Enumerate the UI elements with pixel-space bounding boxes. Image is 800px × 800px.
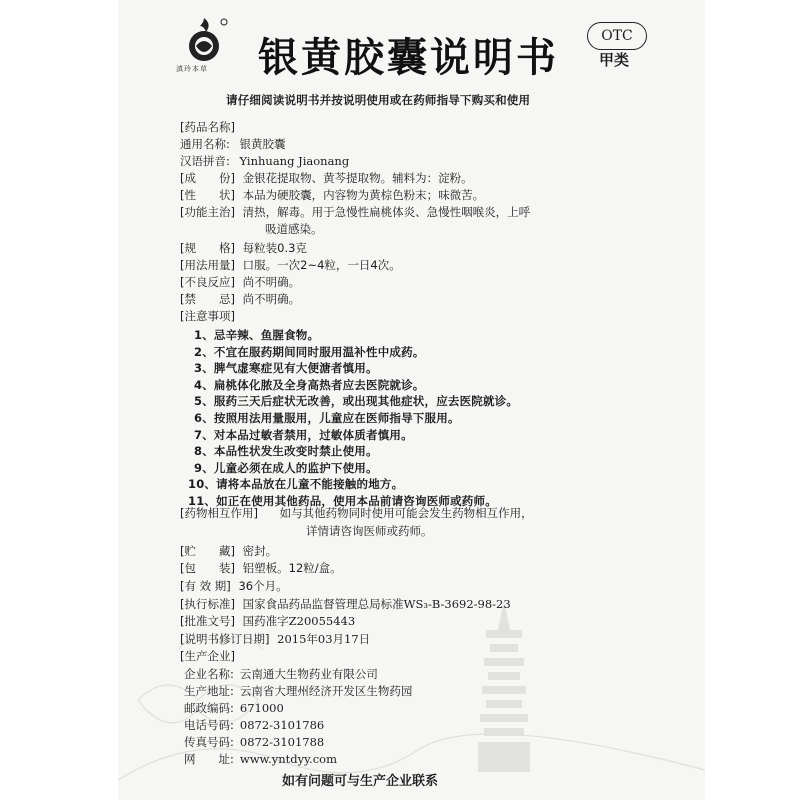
postcode-value: 671000 xyxy=(239,701,284,715)
appearance-label: [性 状] xyxy=(180,188,235,202)
phone-label: 电话号码: xyxy=(184,718,234,732)
website-row xyxy=(184,749,337,769)
address-label: 生产地址: xyxy=(184,684,234,698)
otc-badge: OTC xyxy=(587,22,647,50)
indications-value: 清热，解毒。用于急慢性扁桃体炎、急慢性咽喉炎，上呼 xyxy=(242,205,531,219)
website-label: 网 址: xyxy=(184,752,234,766)
list-item: 4、扁桃体化脓及全身高热者应去医院就诊。 xyxy=(194,377,425,392)
list-item: 5、服药三天后症状无改善，或出现其他症状，应去医院就诊。 xyxy=(194,394,519,409)
storage-label: [贮 藏] xyxy=(180,544,235,558)
list-item: 11、如正在使用其他药品，使用本品前请咨询医师或药师。 xyxy=(188,494,497,508)
list-item: 6、按照用法用量服用，儿童应在医师指导下服用。 xyxy=(194,411,460,425)
appearance-value: 本品为硬胶囊，内容物为黄棕色粉末；味微苦。 xyxy=(242,188,485,202)
otc-class-label: 甲类 xyxy=(599,51,630,69)
ingredients-value: 金银花提取物、黄芩提取物。辅料为：淀粉。 xyxy=(242,171,473,185)
approval-row xyxy=(180,611,355,631)
common-name-label: 通用名称: xyxy=(180,137,230,151)
interactions-row xyxy=(180,503,533,523)
contraindications-value: 尚不明确。 xyxy=(242,292,301,306)
company-label: 企业名称: xyxy=(184,667,234,681)
fax-value: 0872-3101788 xyxy=(239,735,325,749)
package-value: 铝塑板。12粒/盒。 xyxy=(242,561,342,575)
drug-name-heading: [药品名称] xyxy=(180,120,235,134)
usage-notice: 请仔细阅读说明书并按说明使用或在药师指导下购买和使用 xyxy=(226,93,531,107)
postcode-label: 邮政编码: xyxy=(184,701,234,715)
storage-value: 密封。 xyxy=(242,544,278,558)
ingredients-label: [成 份] xyxy=(180,171,235,185)
contraindications-label: [禁 忌] xyxy=(180,292,235,306)
standard-value: 国家食品药品监督管理总局标准WS₃-B-3692-98-23 xyxy=(242,597,511,611)
list-item: 2、不宜在服药期间同时服用温补性中成药。 xyxy=(194,344,425,359)
company-value: 云南通大生物药业有限公司 xyxy=(239,667,378,681)
validity-row xyxy=(180,576,288,596)
revision-label: [说明书修订日期] xyxy=(180,632,270,646)
list-item: 9、儿童必须在成人的监护下使用。 xyxy=(194,460,378,475)
page-title: 银黄胶囊说明书 xyxy=(258,35,559,81)
indications-label: [功能主治] xyxy=(180,205,235,219)
list-item: 10、请将本品放在儿童不能接触的地方。 xyxy=(188,477,404,492)
dosage-value: 口服。一次2~4粒，一日4次。 xyxy=(242,258,401,272)
indications-continued: 吸道感染。 xyxy=(265,222,323,236)
interactions-value: 如与其他药物同时使用可能会发生药物相互作用， xyxy=(279,506,533,520)
list-item: 8、本品性状发生改变时禁止使用。 xyxy=(194,444,378,459)
address-value: 云南省大理州经济开发区生物药园 xyxy=(239,684,413,698)
fax-label: 传真号码: xyxy=(184,735,234,749)
pinyin-value: Yinhuang Jiaonang xyxy=(239,154,350,168)
common-name-value: 银黄胶囊 xyxy=(239,137,286,151)
package-label: [包 装] xyxy=(180,561,235,575)
validity-value: 36个月。 xyxy=(238,579,288,593)
indications-row xyxy=(180,202,530,222)
adverse-label: [不良反应] xyxy=(180,275,235,289)
package-row xyxy=(180,558,342,578)
standard-label: [执行标准] xyxy=(180,597,235,611)
phone-value: 0872-3101786 xyxy=(239,718,325,732)
validity-label: [有 效 期] xyxy=(180,579,231,593)
spec-label: [规 格] xyxy=(180,241,235,255)
list-item: 3、脾气虚寒症见有大便溏者慎用。 xyxy=(194,361,378,376)
list-item: 7、对本品过敏者禁用，过敏体质者慎用。 xyxy=(194,427,413,442)
notes-heading: [注意事项] xyxy=(180,309,235,323)
approval-label: [批准文号] xyxy=(180,614,235,628)
pinyin-label: 汉语拼音: xyxy=(180,154,230,168)
adverse-value: 尚不明确。 xyxy=(242,275,301,289)
brand-logo-text: 滇玲本草 xyxy=(176,65,208,73)
interactions-continued: 详情请咨询医师或药师。 xyxy=(306,524,433,538)
dosage-label: [用法用量] xyxy=(180,258,235,272)
contact-footer: 如有问题可与生产企业联系 xyxy=(282,774,439,789)
instruction-sheet xyxy=(118,0,705,800)
interactions-label: [药物相互作用] xyxy=(180,506,258,520)
manufacturer-heading: [生产企业] xyxy=(180,649,235,663)
revision-value: 2015年03月17日 xyxy=(277,632,371,646)
list-item: 1、忌辛辣、鱼腥食物。 xyxy=(194,328,320,342)
spec-value: 每粒装0.3克 xyxy=(242,241,307,255)
approval-value: 国药准字Z20055443 xyxy=(242,614,356,628)
website-value: www.yntdyy.com xyxy=(239,752,337,766)
